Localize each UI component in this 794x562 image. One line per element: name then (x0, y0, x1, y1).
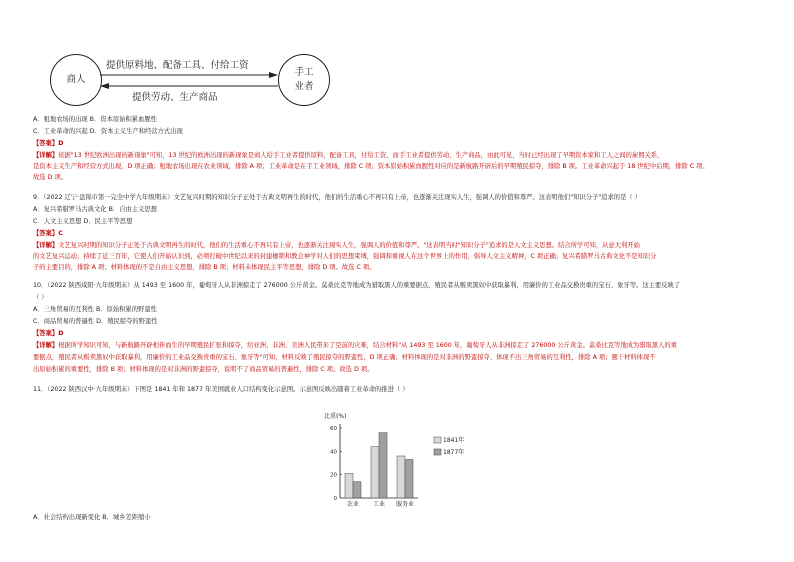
q8-options-cd: C．工业革命的兴起 D．资本主义生产和经营方式出现 (33, 128, 183, 135)
q10-stem: 10．（2022 陕西咸阳·九年级期末）从 1493 至 1600 年，葡萄牙人从非洲掠走了 276000 公斤黄金。莫桑比克等地成为猎取黑人的重要据点，殖民者从贩卖黑奴中获取暴利，用廉价的工业品交换贵重的宝石、象牙等。这主要反映了 (33, 282, 681, 289)
y-tick-label: 60 (330, 426, 337, 432)
q11-options-ab: A．社会结构出现新变化 B．城乡差距缩小 (33, 514, 151, 521)
employment-chart (318, 410, 508, 510)
q9-options-ab: A．复兴希腊罗马古典文化 B．自由主义思想 (33, 206, 157, 213)
legend-label: 1877年 (443, 449, 465, 456)
q8-analysis-1 (33, 152, 663, 160)
bar (345, 474, 353, 499)
q9-options-cd: C．人文主义思想 D．民主平等思想 (33, 218, 133, 225)
top-arrow-head (269, 72, 278, 78)
bottom-arrow-head (100, 83, 109, 89)
q8-analysis-text-1: 依据"13 世纪欧洲出现的新现象"可知，13 世纪的欧洲出现的新现象是商人给手工业者提供原料，配备工具，付给工资，而手工业者提供劳动、生产商品，由此可见，当时已经出现了早期资本家和工人之间的雇佣关系， (58, 152, 664, 159)
merchant-label: 商人 (66, 74, 86, 85)
y-tick-label: 0 (333, 496, 337, 502)
q8-answer: 【答案】D (33, 140, 64, 147)
bar (353, 482, 361, 498)
q9-analysis-2: 的文艺复兴运动，持续了近三百年，它使人们开始认识到，必须打破中世纪以来的封建枷锁和教会神学对人们的思想束缚，强调和重视人在这个世界上的作用，倡导人文主义精神，C 项正确；复兴希腊罗马古典文化不是知识分 (33, 253, 657, 260)
q9-analysis-label: 【详解】 (33, 242, 59, 249)
q10-answer: 【答案】D (33, 330, 64, 337)
q8-analysis-2: 是资本主义生产和经营方式出现，D 项正确；租地农场出现在农业领域，排除 A 项；工业革命是在手工业领域，排除 C 项；资本原始积累血腥性对应的是新航路开辟后的早期殖民掠夺，排除 B 项。工业革命兴起于 18 世纪中后期，排除 C 项。 (33, 163, 709, 170)
x-tick-label: 工业 (372, 501, 386, 508)
q10-analysis-text-1: 根据所学知识可知，与新航路开辟相伴而生的早期殖民扩张和掠夺，给亚洲、非洲、美洲人民带来了空前的灾难，结合材料"从 1493 至 1600 年，葡萄牙人从非洲掠走了 276000 公斤黄金。莫桑比克等地成为猎取黑人的重 (58, 342, 678, 349)
q10-analysis-3: 出原始积累的重要性，排除 B 项；材料体现的是对非洲的野蛮掠夺，说明不了商品贸易的普遍性，排除 C 项。故选 D 项。 (33, 366, 374, 373)
artisan-label-1: 手工 (294, 67, 314, 78)
q10-analysis-2: 要据点，殖民者从贩卖黑奴中获取暴利，用廉价的工业品交换贵重的宝石、象牙等"可知，材料反映了殖民掠夺的野蛮性，D 项正确；材料体现的是对非洲的野蛮掠夺，体现不出三角贸易的互利性，排除 A 项；题干材料体现不 (33, 354, 656, 361)
x-tick-label: 服务业 (395, 501, 415, 508)
bar (405, 460, 413, 499)
artisan-label-2: 业者 (294, 81, 314, 92)
q10-options-ab: A．三角贸易的互利性 B．原始积累的野蛮性 (33, 306, 157, 313)
employment-chart-svg (318, 410, 508, 510)
top-arrow-label: 提供原料地、配备工具、付给工资 (106, 60, 249, 71)
q10-analysis-label: 【详解】 (33, 342, 59, 349)
merchant-artisan-diagram (50, 48, 330, 110)
q10-stem-2: （ ） (33, 294, 48, 301)
q8-analysis-label: 【详解】 (33, 152, 59, 159)
q9-analysis-3: 子的主要目的，排除 A 项；材料体现的不是自由主义思想，排除 B 项；材料未体现民主平等思想，排除 D 项。故选 C 项。 (33, 264, 376, 271)
q9-answer: 【答案】C (33, 230, 63, 237)
q10-analysis-1 (33, 342, 677, 350)
legend-swatch (434, 437, 441, 443)
x-tick-label: 农业 (346, 501, 360, 508)
bottom-arrow-label: 提供劳动、生产商品 (132, 92, 218, 103)
q10-options-cd: C．商品贸易的普遍性 D．殖民掠夺的野蛮性 (33, 318, 158, 325)
bar (379, 433, 387, 498)
q9-analysis-text-1: 文艺复兴时期的知识分子正处于古典文明再生的时代，他们的生活重心不再只有上帝，也逐渐关注现实人生，强调人的价值和尊严。"这表明当时"知识分子"追求的是人文主义思想。结合所学可知，从意大利开始 (58, 242, 640, 249)
q11-stem: 11．（2022 陕西汉中·九年级期末）下图是 1841 年和 1877 年美国就业人口结构变化示意图。示意图反映出随着工业革命的推进（ ） (33, 386, 409, 393)
legend-label: 1841年 (443, 437, 465, 444)
q8-analysis-3: 故选 D 项。 (33, 174, 68, 181)
q9-analysis-1 (33, 242, 640, 250)
q8-options-ab: A．租地农场的出现 B．资本原始积累血腥性 (33, 116, 157, 123)
y-tick-label: 40 (330, 449, 337, 456)
q9-stem: 9．（2022 辽宁·盘锦市第一完全中学九年级期末）文艺复兴时期的知识分子正处于古典文明再生的时代，他们的生活重心不再只有上帝，也逐渐关注现实人生，强调人的价值和尊严。这表明他们"知识分子"追求的是（ ） (33, 194, 641, 201)
y-tick-label: 20 (330, 472, 337, 479)
legend-swatch (434, 449, 441, 455)
bar (371, 447, 379, 498)
y-axis-label: 比重(%) (324, 413, 347, 420)
bar (397, 456, 405, 498)
